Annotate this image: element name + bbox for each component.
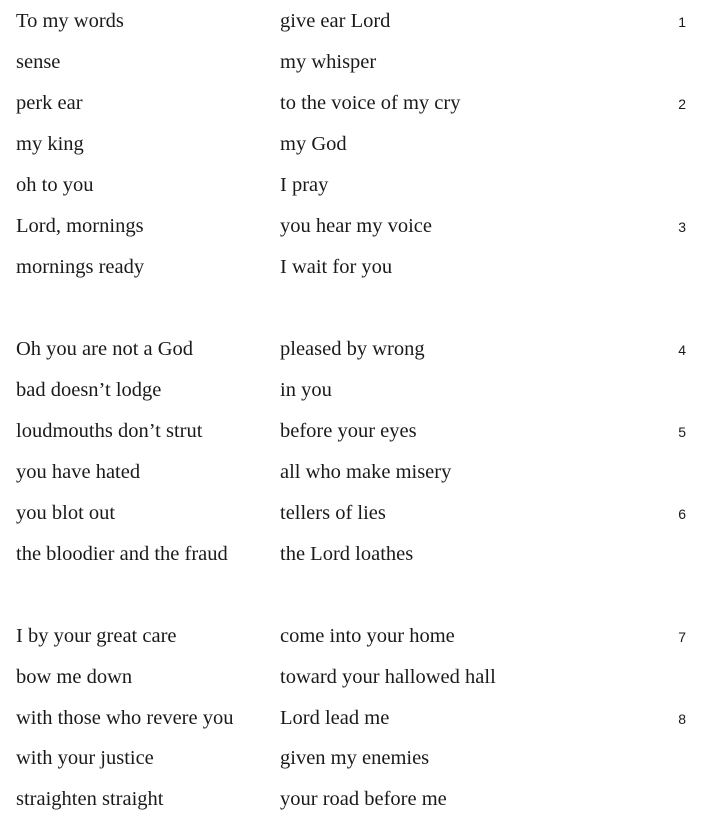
- line-second-half: my whisper: [280, 51, 377, 73]
- line-second-half: in you: [280, 379, 332, 401]
- line-second-half: pleased by wrong: [280, 338, 425, 360]
- verse-number: 8: [678, 711, 686, 727]
- verse-number: 5: [678, 424, 686, 440]
- verse-number: 3: [678, 219, 686, 235]
- line-first-half: you have hated: [16, 461, 141, 483]
- line-first-half: mornings ready: [16, 256, 145, 278]
- line-second-half: the Lord loathes: [280, 543, 414, 565]
- verse-number: 2: [678, 96, 686, 112]
- line-second-half: toward your hallowed hall: [280, 666, 496, 688]
- line-first-half: bow me down: [16, 666, 133, 688]
- line-first-half: perk ear: [16, 92, 83, 114]
- verse-number: 4: [678, 342, 686, 358]
- verse-number: 6: [678, 506, 686, 522]
- poem-line: [0, 83, 709, 124]
- poem-line: [0, 1, 709, 42]
- line-second-half: given my enemies: [280, 747, 430, 769]
- line-second-half: come into your home: [280, 625, 455, 647]
- poem-line: [0, 534, 709, 575]
- line-second-half: your road before me: [280, 788, 447, 810]
- verse-number: 7: [678, 629, 686, 645]
- poem-line: [0, 329, 709, 370]
- line-first-half: straighten straight: [16, 788, 164, 810]
- line-first-half: To my words: [16, 10, 124, 32]
- line-first-half: with your justice: [16, 747, 154, 769]
- poem-line: [0, 657, 709, 698]
- line-first-half: you blot out: [16, 502, 116, 524]
- poem-line: [0, 738, 709, 779]
- poem-line: [0, 206, 709, 247]
- line-second-half: I pray: [280, 174, 329, 196]
- poem-line: [0, 493, 709, 534]
- line-second-half: to the voice of my cry: [280, 92, 461, 114]
- line-second-half: Lord lead me: [280, 707, 390, 729]
- line-second-half: before your eyes: [280, 420, 417, 442]
- line-first-half: my king: [16, 133, 84, 155]
- poem-line: [0, 698, 709, 739]
- poem-line: [0, 124, 709, 165]
- poem-line: [0, 370, 709, 411]
- line-first-half: oh to you: [16, 174, 94, 196]
- poem-line: [0, 779, 709, 820]
- verse-number: 1: [678, 14, 686, 30]
- line-first-half: Lord, mornings: [16, 215, 144, 237]
- poem-line: [0, 165, 709, 206]
- poem-line: [0, 452, 709, 493]
- line-second-half: all who make misery: [280, 461, 452, 483]
- line-first-half: with those who revere you: [16, 707, 234, 729]
- line-second-half: give ear Lord: [280, 10, 391, 32]
- poem-line: [0, 616, 709, 657]
- line-first-half: the bloodier and the fraud: [16, 543, 228, 565]
- line-first-half: loudmouths don’t strut: [16, 420, 203, 442]
- poem-line: [0, 42, 709, 83]
- line-first-half: Oh you are not a God: [16, 338, 194, 360]
- line-second-half: you hear my voice: [280, 215, 432, 237]
- line-second-half: I wait for you: [280, 256, 393, 278]
- line-first-half: bad doesn’t lodge: [16, 379, 162, 401]
- poem-line: [0, 247, 709, 288]
- poem-line: [0, 411, 709, 452]
- line-first-half: I by your great care: [16, 625, 177, 647]
- line-second-half: tellers of lies: [280, 502, 386, 524]
- line-second-half: my God: [280, 133, 347, 155]
- line-first-half: sense: [16, 51, 61, 73]
